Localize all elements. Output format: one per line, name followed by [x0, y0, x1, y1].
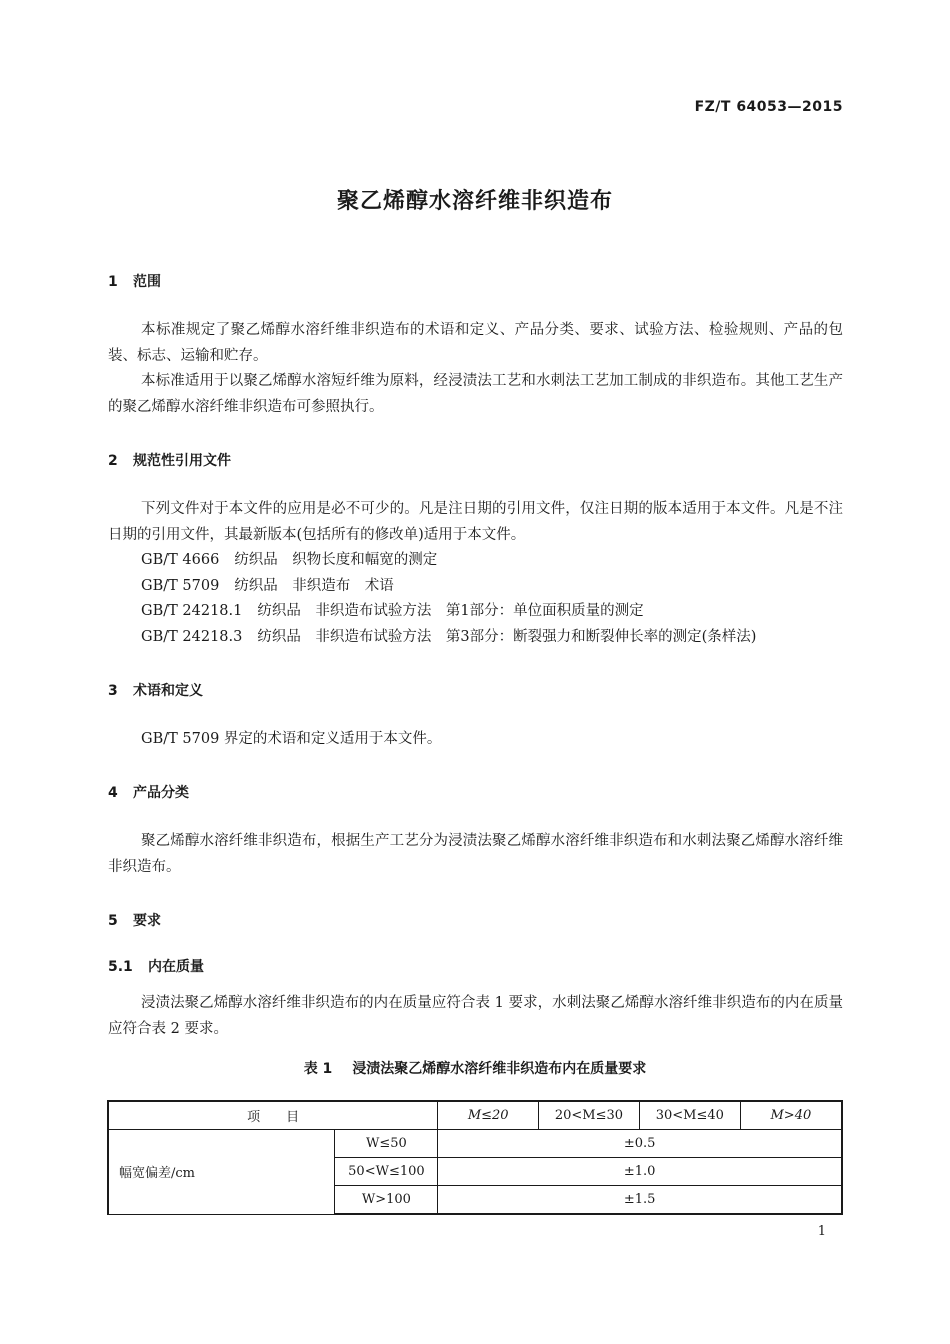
section-number: 4 [108, 785, 118, 801]
reference-title: 纺织品 织物长度和幅宽的测定 [234, 552, 438, 568]
paragraph: 浸渍法聚乙烯醇水溶纤维非织造布的内在质量应符合表 1 要求，水刺法聚乙烯醇水溶纤维非织造布的内在质量应符合表 2 要求。 [108, 995, 843, 1037]
standard-code: FZ/T 64053—2015 [694, 99, 843, 115]
tolerance-value: ±0.5 [438, 1130, 842, 1158]
table-title: 浸渍法聚乙烯醇水溶纤维非织造布内在质量要求 [352, 1061, 647, 1077]
section-heading-classification [108, 782, 189, 802]
reference-item [141, 599, 771, 625]
reference-code: GB/T 24218.1 [141, 603, 243, 619]
paragraph: GB/T 5709 界定的术语和定义适用于本文件。 [141, 731, 442, 747]
section-number: 3 [108, 683, 118, 699]
section-heading-normative-references [108, 450, 231, 470]
section-title: 要求 [133, 913, 161, 929]
tolerance-value: ±1.0 [438, 1158, 842, 1186]
references-intro [108, 497, 843, 548]
header-item: 项 目 [108, 1101, 438, 1130]
tolerance-value: ±1.5 [438, 1186, 842, 1215]
header-mass-col: 20<M≤30 [539, 1101, 640, 1130]
width-condition: W>100 [335, 1186, 438, 1215]
reference-list [141, 548, 771, 650]
scope-text [108, 318, 843, 420]
section-number: 5 [108, 913, 118, 929]
section-heading-scope [108, 271, 161, 291]
paragraph: 下列文件对于本文件的应用是必不可少的。凡是注日期的引用文件，仅注日期的版本适用于本文件。凡是不注日期的引用文件，其最新版本(包括所有的修改单)适用于本文件。 [108, 501, 843, 543]
reference-item [141, 548, 771, 574]
reference-code: GB/T 24218.3 [141, 628, 243, 645]
quality-requirements-table [107, 1100, 843, 1215]
table-row [108, 1130, 842, 1158]
width-condition: 50<W≤100 [335, 1158, 438, 1186]
reference-item [141, 625, 771, 651]
subsection-heading-intrinsic-quality [108, 956, 204, 976]
header-mass-col: M≤20 [438, 1101, 539, 1130]
reference-item [141, 574, 771, 600]
section-title: 产品分类 [133, 785, 189, 801]
reference-title: 纺织品 非织造布试验方法 第3部分：断裂强力和断裂伸长率的测定(条样法) [257, 628, 757, 645]
reference-title: 纺织品 非织造布试验方法 第1部分：单位面积质量的测定 [257, 603, 644, 619]
paragraph: 聚乙烯醇水溶纤维非织造布，根据生产工艺分为浸渍法聚乙烯醇水溶纤维非织造布和水刺法聚乙烯醇水溶纤维非织造布。 [108, 833, 843, 875]
subsection-title: 内在质量 [148, 959, 204, 975]
table-header-row [108, 1101, 842, 1130]
reference-title: 纺织品 非织造布 术语 [234, 577, 394, 594]
section-heading-requirements [108, 910, 161, 930]
subsection-number: 5.1 [108, 959, 133, 975]
intrinsic-quality-text [108, 991, 843, 1042]
terms-text [108, 727, 843, 753]
row-label-width-deviation: 幅宽偏差/cm [108, 1130, 335, 1215]
document-title: 聚乙烯醇水溶纤维非织造布 [336, 189, 613, 214]
table-label: 表 1 [303, 1061, 333, 1077]
paragraph: 本标准规定了聚乙烯醇水溶纤维非织造布的术语和定义、产品分类、要求、试验方法、检验规则、产品的包装、标志、运输和贮存。 [108, 322, 843, 364]
header-mass-col: M>40 [740, 1101, 842, 1130]
section-number: 1 [108, 274, 118, 290]
paragraph: 本标准适用于以聚乙烯醇水溶短纤维为原料，经浸渍法工艺和水刺法工艺加工制成的非织造布。其他工艺生产的聚乙烯醇水溶纤维非织造布可参照执行。 [108, 373, 843, 415]
width-condition: W≤50 [335, 1130, 438, 1158]
section-title: 范围 [133, 274, 161, 290]
section-heading-terms [108, 680, 203, 700]
section-title: 术语和定义 [133, 683, 203, 699]
header-mass-col: 30<M≤40 [639, 1101, 740, 1130]
reference-code: GB/T 5709 [141, 577, 220, 594]
reference-code: GB/T 4666 [141, 552, 220, 568]
classification-text [108, 829, 843, 880]
section-number: 2 [108, 453, 118, 469]
section-title: 规范性引用文件 [133, 453, 231, 469]
table-caption [0, 1058, 950, 1078]
page-number: 1 [817, 1224, 826, 1239]
